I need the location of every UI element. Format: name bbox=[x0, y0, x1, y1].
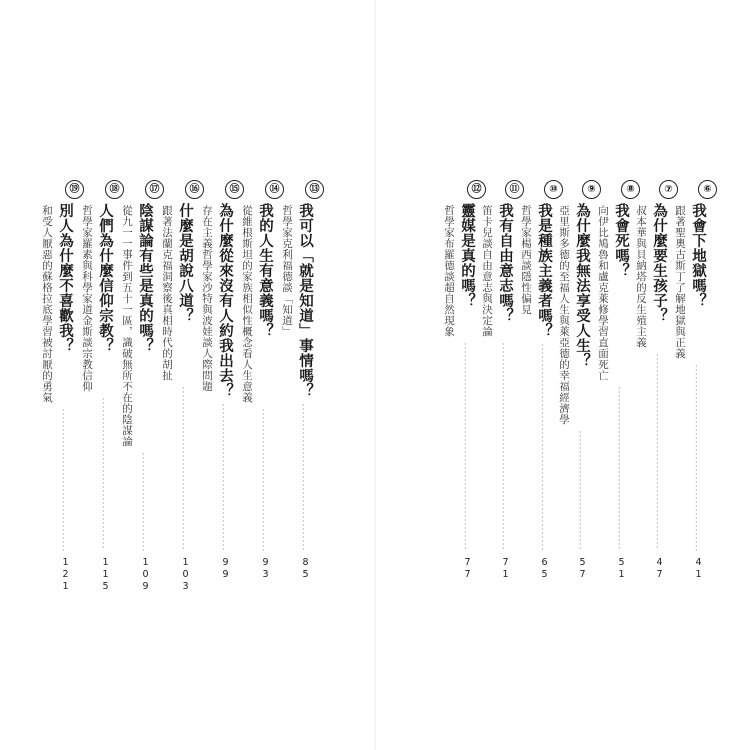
chapter-number: ⑯ bbox=[185, 180, 204, 199]
chapter-number: ⑧ bbox=[621, 180, 640, 199]
chapter-title: 我會下地獄嗎？ bbox=[690, 203, 707, 308]
page-number: 65 bbox=[539, 557, 550, 581]
chapter-subtitle: 向伊比鳩魯和盧克萊修學習直面死亡 bbox=[597, 205, 609, 381]
page-number: 57 bbox=[577, 557, 588, 581]
chapter-title: 什麼是胡說八道？ bbox=[177, 203, 194, 323]
page-number: 77 bbox=[462, 557, 473, 581]
page-number: 51 bbox=[616, 557, 627, 581]
chapter-subtitle: 從維根斯坦的家族相似性概念看人生意義 bbox=[241, 205, 253, 403]
chapter-title: 我的人生有意義嗎？ bbox=[257, 203, 274, 338]
dot-leader: ························· bbox=[142, 450, 145, 555]
dot-leader: ···································· bbox=[62, 406, 65, 555]
dot-leader: ····································· bbox=[222, 401, 225, 554]
chapter-number: ⑲ bbox=[65, 180, 84, 199]
chapter-title: 我有自由意志嗎？ bbox=[497, 203, 514, 323]
chapter-number: ⑱ bbox=[105, 180, 124, 199]
toc-entry bbox=[241, 180, 292, 600]
dot-leader: ···················································· bbox=[502, 340, 505, 553]
page-number: 41 bbox=[693, 557, 704, 581]
toc-entry bbox=[481, 180, 532, 600]
page-number: 109 bbox=[140, 557, 151, 593]
dot-leader: ········································· bbox=[618, 384, 621, 553]
toc-entry bbox=[41, 180, 92, 600]
chapter-subtitle: 和受人厭惡的蘇格拉底學習被討厭的勇氣 bbox=[41, 205, 53, 403]
chapter-number: ⑰ bbox=[145, 180, 164, 199]
chapter-subtitle: 哲學家克利福德談「知道」 bbox=[281, 205, 293, 337]
toc-entry bbox=[520, 180, 571, 600]
chapter-number: ⑬ bbox=[305, 180, 324, 199]
toc-entry bbox=[121, 180, 172, 600]
chapter-subtitle: 叔本華與貝納塔的反生殖主義 bbox=[635, 205, 647, 348]
page-number: 85 bbox=[300, 557, 311, 581]
toc-entry bbox=[81, 180, 132, 600]
page-number: 47 bbox=[654, 557, 665, 581]
chapter-title: 人們為什麼信仰宗教？ bbox=[97, 203, 114, 353]
page-number: 93 bbox=[260, 557, 271, 581]
dot-leader: ···································· bbox=[262, 406, 265, 555]
chapter-subtitle: 哲學家楊西談隱性偏見 bbox=[520, 205, 532, 315]
chapter-number: ⑮ bbox=[225, 180, 244, 199]
dot-leader: ····································· bbox=[302, 401, 305, 554]
dot-leader: ···················································· bbox=[464, 340, 467, 553]
chapter-title: 靈媒是真的嗎？ bbox=[459, 203, 476, 308]
toc-entry bbox=[443, 180, 494, 600]
chapter-subtitle: 哲學家羅素與科學家道金斯談宗教信仰 bbox=[81, 205, 93, 392]
chapter-title: 為什麼要生孩子？ bbox=[651, 203, 668, 323]
chapter-number: ⑩ bbox=[544, 180, 563, 199]
chapter-number: ⑪ bbox=[505, 180, 524, 199]
chapter-subtitle: 跟著聖奧古斯丁了解地獄與正義 bbox=[674, 205, 686, 359]
chapter-title: 我是種族主義者嗎？ bbox=[536, 203, 553, 338]
dot-leader: ··············································· bbox=[695, 362, 698, 555]
chapter-subtitle: 存在主義哲學家沙特與波娃談人際問題 bbox=[201, 205, 213, 392]
book-gutter bbox=[374, 0, 376, 750]
page-number: 121 bbox=[60, 557, 71, 593]
page-number: 115 bbox=[100, 557, 111, 593]
chapter-title: 陰謀論有些是真的嗎？ bbox=[137, 203, 154, 353]
chapter-subtitle: 哲學家布羅德談超自然現象 bbox=[443, 205, 455, 337]
toc-entry bbox=[161, 180, 212, 600]
page-number: 99 bbox=[220, 557, 231, 581]
dot-leader: ···················································· bbox=[541, 341, 544, 554]
toc-entry bbox=[597, 180, 648, 600]
chapter-number: ⑥ bbox=[698, 180, 717, 199]
chapter-number: ⑦ bbox=[659, 180, 678, 199]
toc-entry bbox=[635, 180, 686, 600]
chapter-title: 我可以「就是知道」事情嗎？ bbox=[297, 203, 314, 398]
chapter-number: ⑫ bbox=[467, 180, 486, 199]
chapter-title: 別人為什麼不喜歡我？ bbox=[57, 203, 74, 353]
dot-leader: ········································· bbox=[182, 384, 185, 553]
toc-entry bbox=[201, 180, 252, 600]
page-number: 71 bbox=[500, 557, 511, 581]
chapter-title: 我會死嗎？ bbox=[613, 203, 630, 278]
dot-leader: ················································· bbox=[656, 351, 659, 552]
page-number: 103 bbox=[180, 557, 191, 593]
chapter-title: 為什麼從來沒有人約我出去？ bbox=[217, 203, 234, 398]
chapter-number: ⑭ bbox=[265, 180, 284, 199]
toc-entry bbox=[281, 180, 332, 600]
chapter-number: ⑨ bbox=[582, 180, 601, 199]
toc-entry bbox=[558, 180, 609, 600]
dot-leader: ······························ bbox=[579, 428, 582, 553]
chapter-subtitle: 跟著法蘭克福洞察後真相時代的胡扯 bbox=[161, 205, 173, 381]
chapter-title: 為什麼我無法享受人生？ bbox=[574, 203, 591, 368]
chapter-subtitle: 亞里斯多德的至福人生與萊亞德的幸福經濟學 bbox=[558, 205, 570, 425]
chapter-subtitle: 笛卡兒談自由意志與決定論 bbox=[481, 205, 493, 337]
dot-leader: ······································ bbox=[102, 395, 105, 552]
toc-entry bbox=[674, 180, 725, 600]
chapter-subtitle: 從九一一事件到五十一區，識破無所不在的陰謀論 bbox=[121, 205, 133, 447]
